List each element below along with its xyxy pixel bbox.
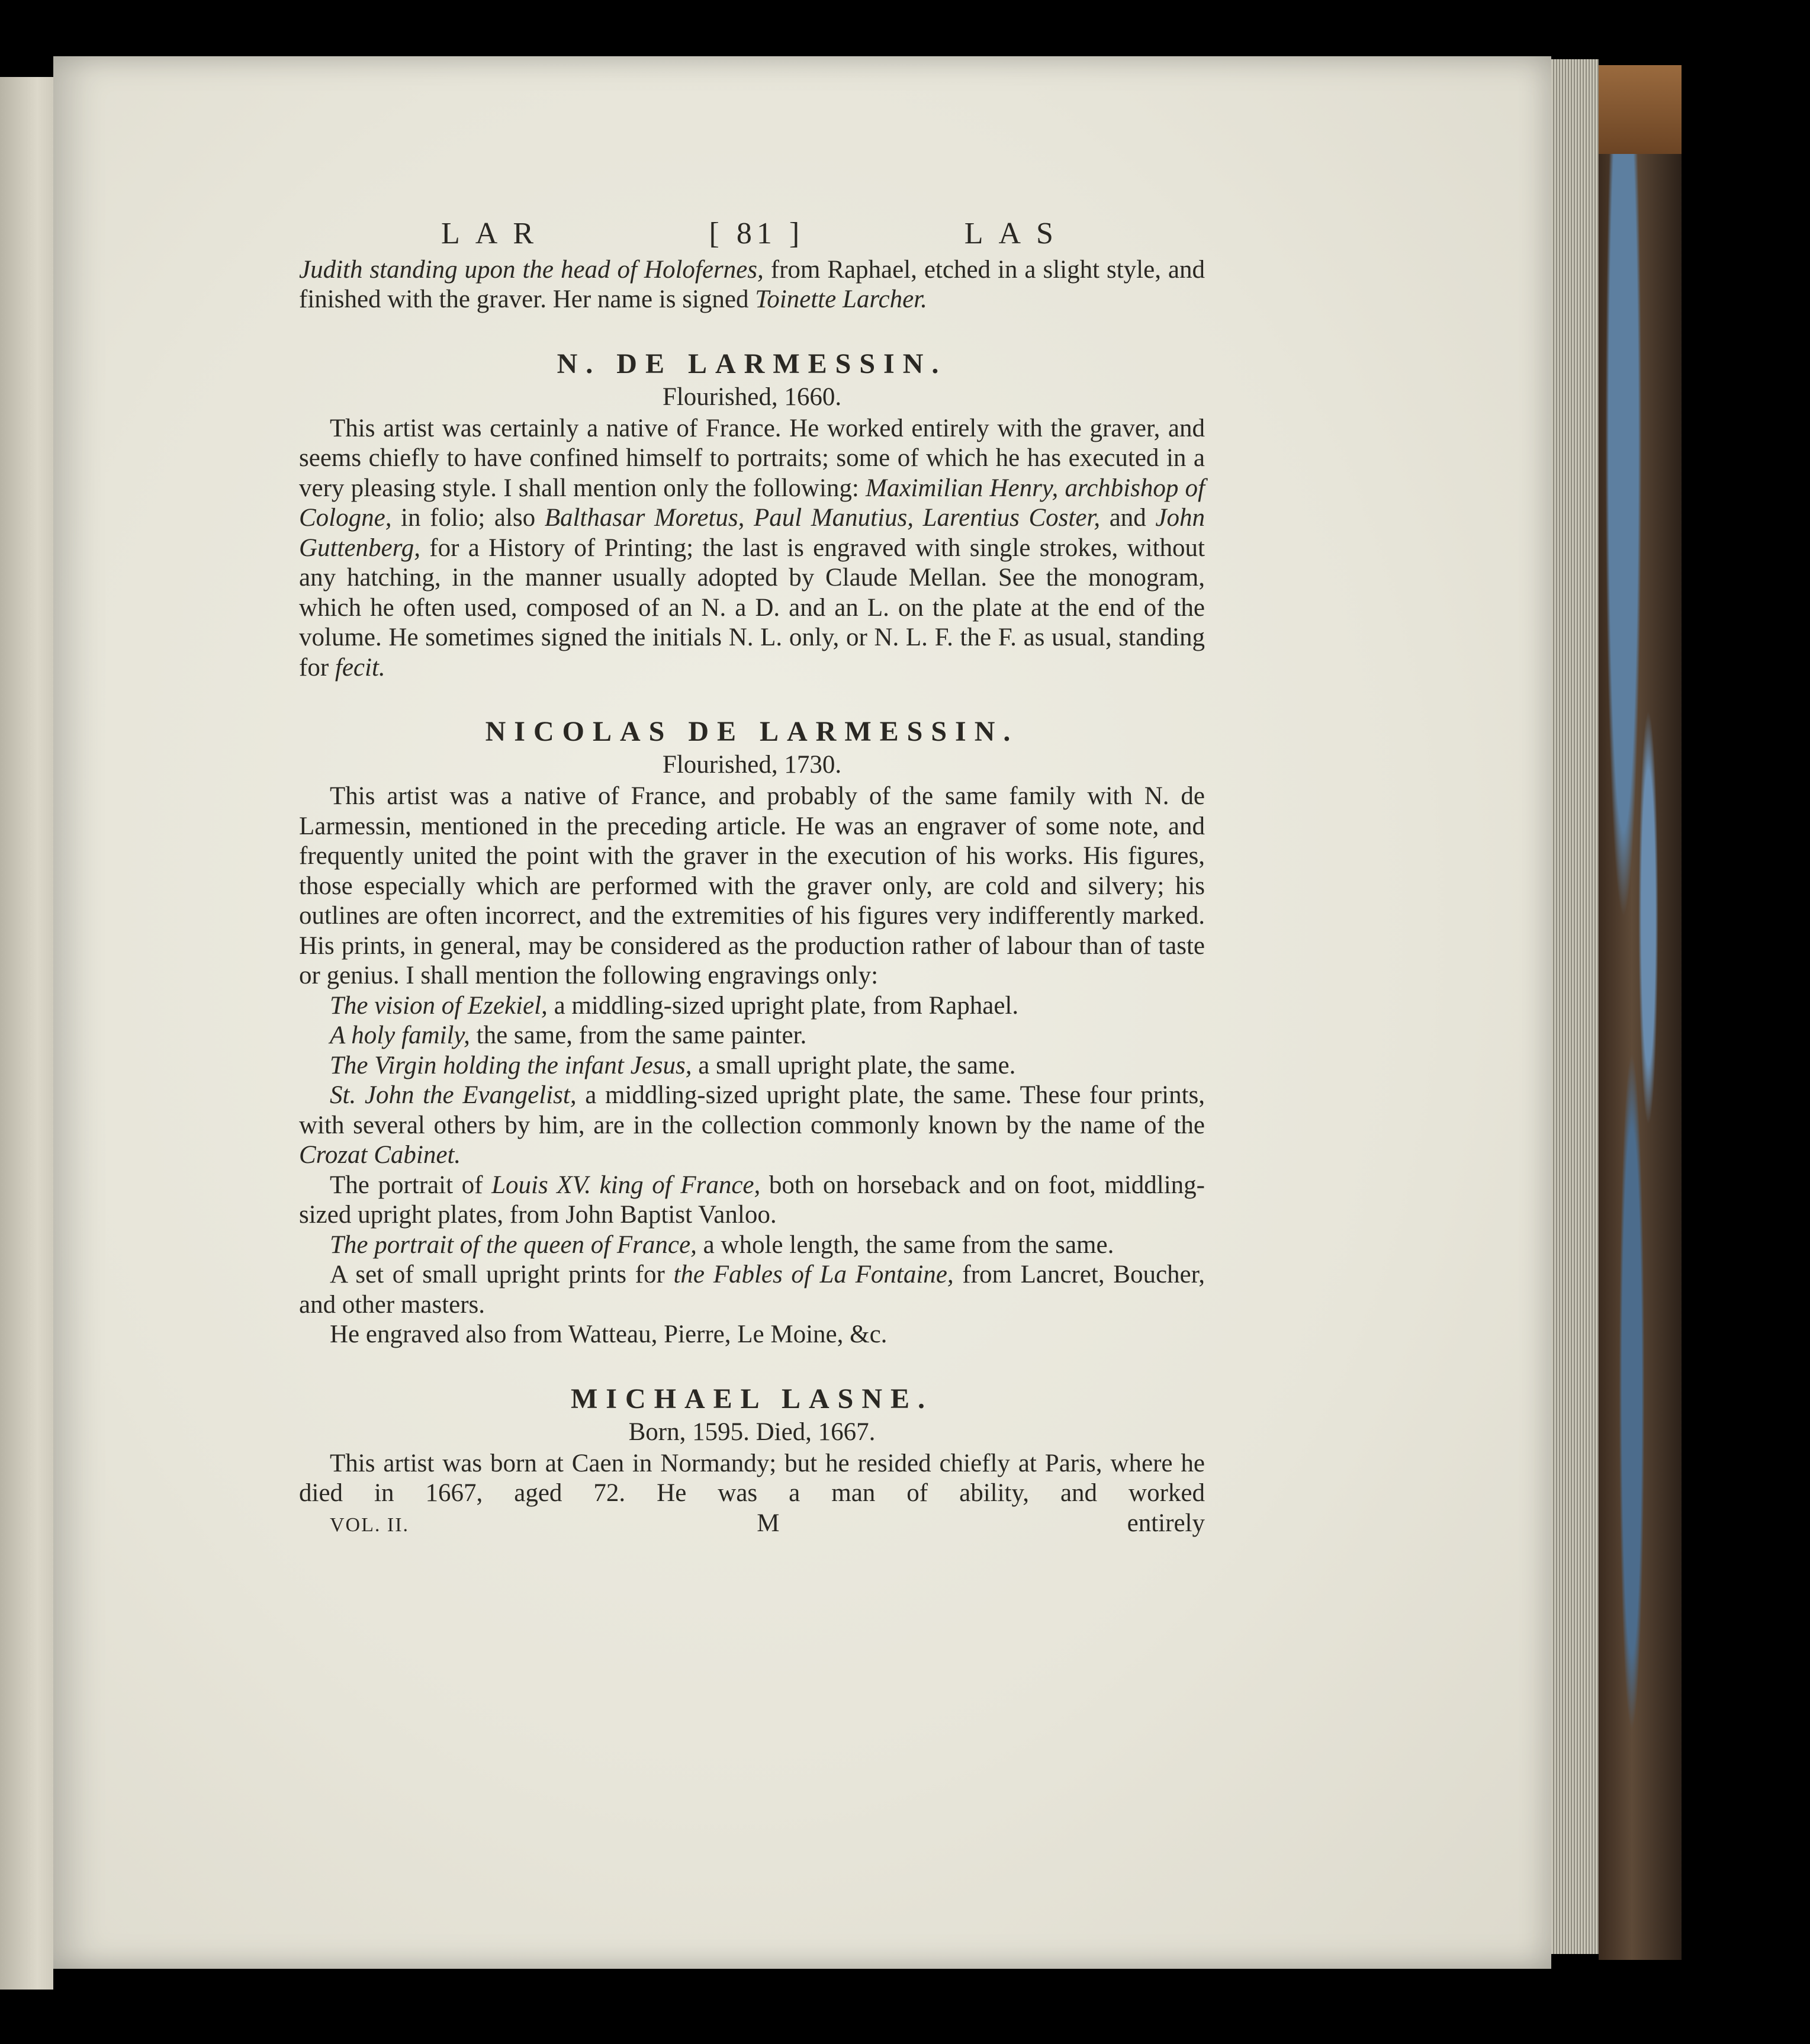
work-title: John Guttenberg, [299,504,1205,562]
intro-paragraph [299,255,1205,315]
running-head-right: LAS [964,217,1069,250]
marbled-cover [1599,65,1682,1960]
work-title: St. John the Evangelist, [330,1081,577,1109]
entry-paragraph: This artist was born at Caen in Normandy; but he resided chiefly at Paris, where he died in 1667, aged 72. He was a man of ability, and worked [299,1449,1205,1507]
intro-text: from Raphael, etched in a slight style, and finished with the graver. Her name is signed [299,255,1205,313]
entry-paragraph: This artist was a native of France, and probably of the same family with N. de Larmessin, mentioned in the preceding article. He was an engraver of some note, and frequently united the point with the graver in the execution of his works. His figures, those especially which are performed with the graver only, are cold and silvery; his outlines are often incorrect, and the extremities of his figures very indifferently marked. His prints, in general, may be considered as the production rather of labour than of taste or genius. I shall mention the following engravings only: [299,782,1205,989]
work-title: Maximilian Henry, archbishop of Cologne, [299,474,1205,532]
page-edges [1551,59,1599,1954]
work-title: the Fables of La Fontaine, [673,1261,954,1288]
work-title: The portrait of the queen of France, [330,1230,697,1259]
running-head-left: LAR [441,217,549,250]
work-title: Louis XV. king of France, [491,1171,761,1199]
text-run: a small upright plate, the same. [692,1051,1016,1079]
text-run: the same, from the same painter. [470,1021,807,1049]
work-title: Balthasar Moretus, Paul Manutius, Larentius Coster, [544,504,1101,532]
work-title: The vision of Ezekiel, [330,991,548,1020]
work-title: fecit. [335,653,385,682]
work-title: The Virgin holding the infant Jesus, [330,1051,692,1079]
entry-date: Flourished, 1660. [662,383,842,411]
text-run: and [1100,504,1156,532]
text-run: from Lancret, Boucher, and other masters. [299,1261,1205,1319]
entry-heading-nicolas-de-larmessin: NICOLAS DE LARMESSIN. [485,716,1019,747]
work-item [299,1230,1205,1261]
volume-number: VOL. II. [330,1513,410,1536]
text-run: for a History of Printing; the last is engraved with single strokes, without any hatching, in the manner usually adopted by Claude Mellan. See the monogram, which he often used, composed of an N. a D. and an L. on the plate at the end of the volume. He sometimes signed the initials N. L. only, or N. L. F. the F. as usual, standing for [299,534,1205,682]
work-item [299,1081,1205,1171]
entry-paragraph [299,414,1205,683]
page-footer [299,1509,1205,1541]
entry-heading-n-de-larmessin: N. DE LARMESSIN. [557,348,947,380]
left-page-edge [0,77,53,1990]
work-title: Crozat Cabinet. [299,1141,461,1169]
work-item [299,1051,1205,1081]
work-item [299,1260,1205,1320]
text-run: a middling-sized upright plate, the same. These four prints, with several others by him, are in the collection commonly known by the name of the [299,1081,1205,1139]
page-text [299,219,1205,1540]
text-run: A set of small upright prints for [330,1261,674,1288]
work-item: He engraved also from Watteau, Pierre, Le Moine, &c. [330,1320,888,1348]
signature-mark: M [757,1509,780,1537]
text-run: in folio; also [391,504,545,532]
text-run: a middling-sized upright plate, from Raphael. [547,991,1019,1020]
work-item [299,1171,1205,1230]
intro-title: Judith standing upon the head of Holofernes, [299,255,764,284]
running-head [299,219,1205,249]
text-run: This artist was certainly a native of France. He worked entirely with the graver, and seems chiefly to have confined himself to portraits; some of which he has executed in a very pleasing style. I shall mention only the following: [299,414,1205,502]
text-run: The portrait of [330,1171,492,1199]
text-run: both on horseback and on foot, middling-sized upright plates, from John Baptist Vanloo. [299,1171,1205,1229]
text-run: a whole length, the same from the same. [696,1230,1114,1259]
page-number: [ 81 ] [709,217,805,250]
entry-heading-michael-lasne: MICHAEL LASNE. [570,1383,934,1415]
intro-signature: Toinette Larcher. [755,285,927,313]
entry-date: Born, 1595. Died, 1667. [628,1418,876,1446]
work-item [299,1021,1205,1051]
catchword: entirely [1127,1509,1205,1537]
entry-date: Flourished, 1730. [662,751,842,779]
leather-spine [1599,65,1682,154]
work-title: A holy family, [330,1021,470,1049]
work-item [299,991,1205,1021]
